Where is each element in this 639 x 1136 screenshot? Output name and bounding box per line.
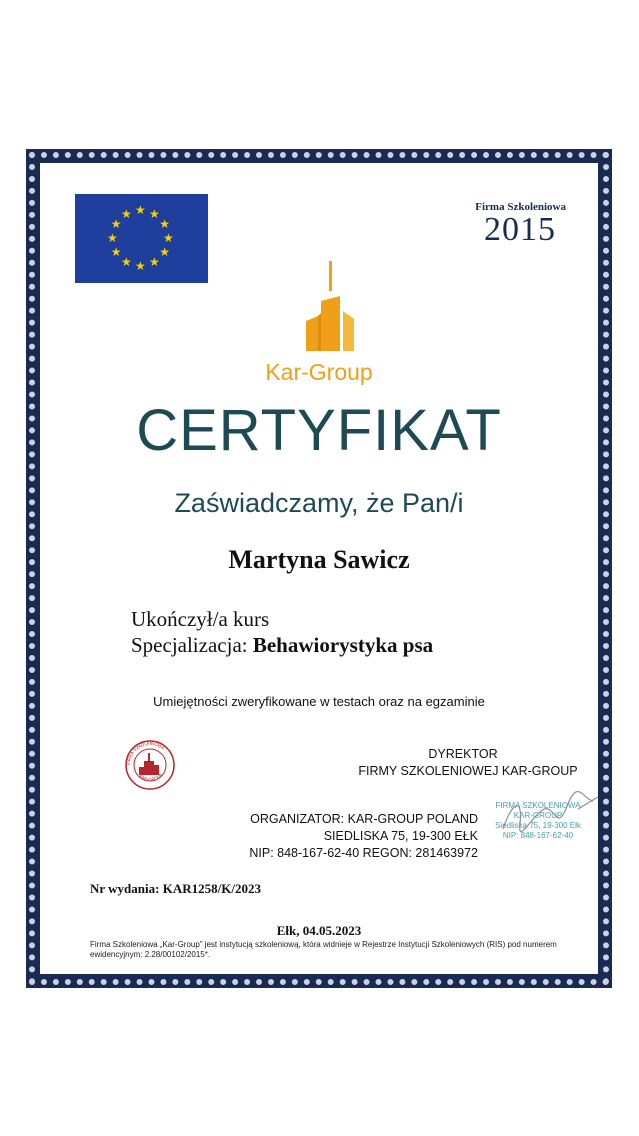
skills-note: Umiejętności zweryfikowane w testach oraz na egzaminie — [153, 694, 485, 709]
organizer-address: SIEDLISKA 75, 19-300 EŁK — [323, 829, 478, 843]
brand-name: Kar-Group — [265, 359, 373, 385]
place-date: Ełk, 04.05.2023 — [276, 923, 362, 938]
kar-group-seal-icon — [124, 739, 176, 791]
director-title: DYREKTOR — [428, 747, 498, 761]
firm-training-label: Firma Szkoleniowa — [475, 201, 566, 213]
stamp-line-4: NIP: 848-167-62-40 — [502, 831, 574, 840]
eu-flag-icon — [75, 194, 208, 283]
director-firm: FIRMY SZKOLENIOWEJ KAR-GROUP — [358, 764, 578, 778]
eu-star-icon: ★ — [149, 206, 160, 221]
certificate-subtitle: Zaświadczamy, że Pan/i — [174, 488, 464, 518]
signature-icon — [498, 789, 608, 839]
seal-text-bottom: KAR-GROUP — [137, 773, 165, 784]
footer-note: Firma Szkoleniowa „Kar-Group” jest instytucją szkoleniową, która widnieje w Rejestrze Instytucji Szkoleniowych (RIS) pod numerem ewidencyjnym: 2.28/00102/2015*. — [90, 940, 557, 959]
stamp-line-3: Siedliska 75, 19-300 Ełk — [495, 821, 581, 830]
organizer-block — [188, 811, 478, 862]
certificate-frame — [26, 149, 612, 988]
specialization-label: Specjalizacja: — [131, 633, 248, 657]
skyscraper-logo-icon — [296, 261, 366, 361]
eu-star-icon: ★ — [110, 245, 122, 259]
specialization-line — [131, 633, 433, 658]
issue-number — [90, 881, 261, 897]
eu-star-icon: ★ — [149, 255, 160, 270]
recipient-name: Martyna Sawicz — [228, 545, 410, 574]
eu-star-icon: ★ — [163, 231, 174, 245]
eu-star-icon: ★ — [159, 245, 170, 259]
certificate-title: CERTYFIKAT — [136, 398, 502, 463]
eu-star-icon: ★ — [135, 259, 146, 273]
eu-star-icon: ★ — [121, 255, 132, 270]
organizer-ids: NIP: 848-167-62-40 REGON: 281463972 — [249, 846, 478, 860]
seal-text-top: FIRMA SZKOLENIOWA — [125, 740, 166, 766]
eu-star-icon: ★ — [135, 203, 146, 217]
issue-number-label: Nr wydania: — [90, 881, 160, 896]
eu-star-icon: ★ — [107, 231, 118, 245]
firm-training-year: 2015 — [484, 211, 556, 248]
eu-star-icon: ★ — [110, 217, 122, 231]
stamp-line-2: KAR-GROUP — [513, 811, 563, 820]
eu-star-icon: ★ — [121, 206, 132, 221]
eu-star-icon: ★ — [159, 217, 170, 231]
specialization-value: Behawiorystyka psa — [252, 633, 434, 657]
course-line: Ukończył/a kurs — [131, 607, 270, 631]
organizer-name: ORGANIZATOR: KAR-GROUP POLAND — [250, 812, 478, 826]
stamp-line-1: FIRMA SZKOLENIOWA — [495, 801, 581, 810]
issue-number-value: KAR1258/K/2023 — [162, 881, 261, 896]
